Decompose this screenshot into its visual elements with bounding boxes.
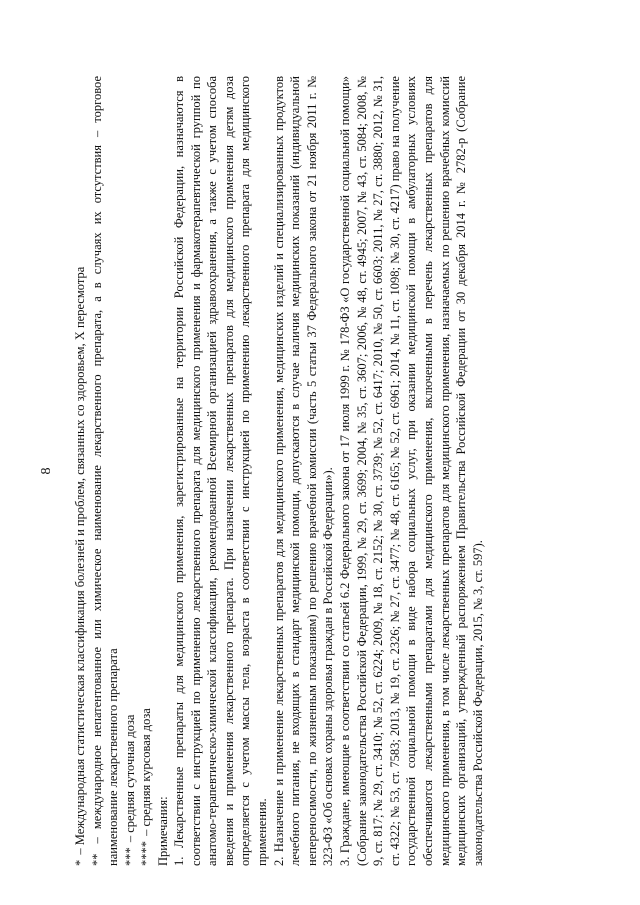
footnote-mark: * — [73, 859, 87, 866]
footnote-icd — [72, 76, 89, 866]
rotated-content — [38, 76, 568, 866]
note-paragraph-1: 1. Лекарственные препараты для медицинского применения, зарегистрированные на территории Российской Федерации, назначаются в соответствии с инструкцией по применению лекарственного препарата для медицинского применения и фармакотерапевтической группой по анатомо-терапевтическо-химической классификации, рекомендованной Всемирной организацией здравоохранения, а также с учетом способа введения и применения лекарственного препарата. При назначении лекарственных препаратов для медицинского применения детям доза определяется с учетом массы тела, возраста в соответствии с инструкцией по применению лекарственного препарата для медицинского применения. — [172, 76, 269, 866]
footnote-text: – международное непатентованное или химическое наименование лекарственного препарата, а в случаях их отсутствия – торговое наименование лекарственного препарата — [89, 76, 120, 866]
page-number: 8 — [39, 467, 54, 475]
footnote-text: – Международная статистическая классификация болезней и проблем, связанных со здоровьем, X пересмотра — [73, 266, 87, 855]
footnote-text: – средняя курсовая доза — [139, 708, 153, 836]
note-paragraph-2: 2. Назначение и применение лекарственных препаратов для медицинского применения, медицинских изделий и специализированных продуктов лечебного питания, не входящих в стандарт медицинской помощи, допускаются в случае наличия медицинских показаний (индивидуальной непереносимости, по жизненным показаниям) по решению врачебной комиссии (часть 5 статьи 37 Федерального закона от 21 ноября 2011 г. № 323-ФЗ «Об основах охраны здоровья граждан в Российской Федерации»). — [271, 76, 336, 866]
footnote-daily-dose — [122, 76, 139, 866]
notes-title: Примечания: — [155, 796, 170, 866]
footnote-text: – средняя суточная доза — [122, 714, 137, 843]
footnote-inn — [89, 76, 122, 866]
note-paragraph-3: 3. Граждане, имеющие в соответствии со статьей 6.2 Федерального закона от 17 июля 1999 г. № 178-ФЗ «О государственной социальной помощи» (Собрание законодательства Российской Федерации, 1999, № 29, ст. 3699; 2004, № 35, ст. 3607; 2006, № 48, ст. 4945; 2007, № 43, ст. 5084; 2008, № 9, ст. 817; № 29, ст. 3410; № 52, ст. 6224; 2009, № 18, ст. 2152; № 30, ст. 3739; № 52, ст. 6417; 2010, № 50, ст. 6603; 2011, № 27, ст. 3880; 2012, № 31, ст. 4322; № 53, ст. 7583; 2013, № 19, ст. 2326; № 27, ст. 3477; № 48, ст. 6165; № 52, ст. 6961; 2014, № 11, ст. 1098; № 30, ст. 4217) право на получение государственной социальной помощи в виде набора социальных услуг, при оказании медицинской помощи в амбулаторных условиях обеспечиваются лекарственными препаратами для медицинского применения, включенными в перечень лекарственных препаратов для медицинского применения, в том числе лекарственных препаратов для медицинского применения, назначаемых по решению врачебных комиссий медицинских организаций, утвержденный распоряжением Правительства Российской Федерации от 30 декабря 2014 г. № 2782-р (Собрание законодательства Российской Федерации, 2015, № 3, ст. 597). — [337, 76, 485, 866]
document-body — [72, 76, 486, 866]
footnote-mark: ** — [89, 853, 104, 866]
footnote-course-dose — [138, 76, 155, 866]
footnote-mark: *** — [122, 847, 137, 866]
footnote-mark: **** — [139, 841, 153, 866]
